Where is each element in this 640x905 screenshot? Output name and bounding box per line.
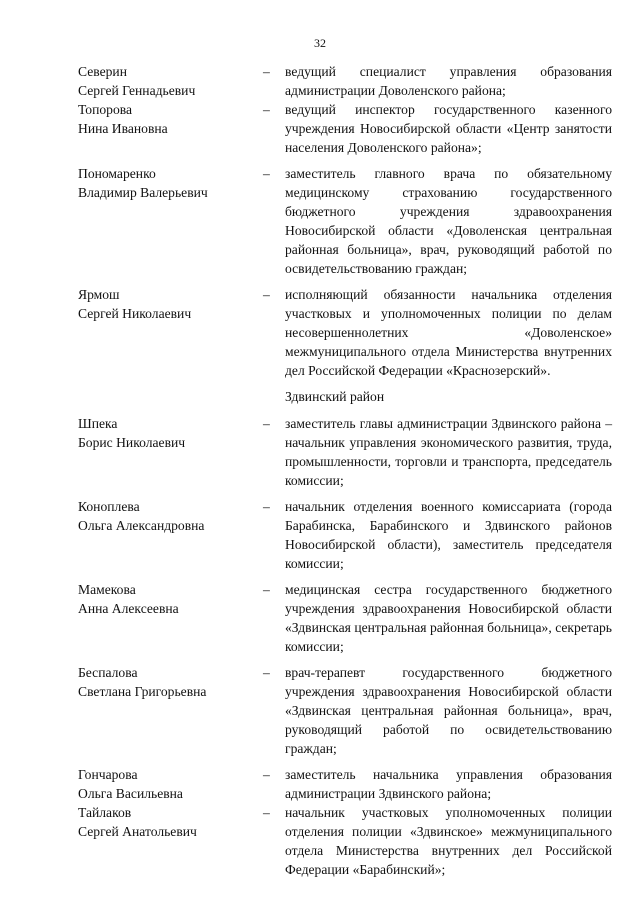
- member-entry: [78, 803, 612, 879]
- member-name: [78, 803, 263, 879]
- member-entry: [78, 164, 612, 278]
- dash-separator: –: [263, 767, 270, 782]
- section-heading: Здвинский район: [285, 389, 385, 404]
- member-name: [78, 580, 263, 656]
- member-name: [78, 663, 263, 758]
- member-position: начальник отделения военного комиссариата (города Барабинска, Барабинского и Здвинского районов Новосибирской области), заместитель председателя комиссии;: [285, 499, 612, 571]
- member-position: врач-терапевт государственного бюджетного учреждения здравоохранения Новосибирской области «Здвинская центральная районная больница», врач, руководящий работой по освидетельствованию граждан;: [285, 665, 612, 756]
- member-name: [78, 765, 263, 803]
- member-position: заместитель главного врача по обязательному медицинскому страхованию государственного бюджетного учреждения здравоохранения Новосибирской области «Доволенская центральная районная больница», врач, руководящий работой по освидетельствованию граждан;: [285, 166, 612, 276]
- member-surname: Мамекова: [78, 582, 136, 597]
- member-entry: [78, 663, 612, 758]
- member-surname: Северин: [78, 64, 127, 79]
- commission-member-list: [78, 62, 612, 886]
- member-name: [78, 100, 263, 157]
- member-name: [78, 62, 263, 100]
- member-position: исполняющий обязанности начальника отделения участковых и уполномоченных полиции по делам несовершеннолетних «Доволенское» межмуниципального отдела Министерства внутренних дел Российской Федерации «Краснозерский».: [285, 287, 612, 378]
- member-entry: [78, 580, 612, 656]
- member-given-names: Ольга Александровна: [78, 518, 205, 533]
- member-given-names: Нина Ивановна: [78, 121, 168, 136]
- member-name: [78, 414, 263, 490]
- member-given-names: Борис Николаевич: [78, 435, 186, 450]
- member-position: начальник участковых уполномоченных полиции отделения полиции «Здвинское» межмуниципального отдела Министерства внутренних дел Российской Федерации «Барабинский»;: [285, 805, 612, 877]
- member-surname: Коноплева: [78, 499, 140, 514]
- member-name: [78, 285, 263, 380]
- member-entry: [78, 414, 612, 490]
- dash-separator: –: [263, 64, 270, 79]
- dash-separator: –: [263, 499, 270, 514]
- page-number: 32: [314, 36, 326, 50]
- member-surname: Беспалова: [78, 665, 138, 680]
- member-entry: [78, 285, 612, 380]
- member-position: медицинская сестра государственного бюджетного учреждения здравоохранения Новосибирской области «Здвинская центральная районная больница», секретарь комиссии;: [285, 582, 612, 654]
- dash-separator: –: [263, 665, 270, 680]
- member-surname: Ярмош: [78, 287, 120, 302]
- member-position: заместитель начальника управления образования администрации Здвинского района;: [285, 767, 612, 801]
- dash-separator: –: [263, 805, 270, 820]
- member-given-names: Сергей Геннадьевич: [78, 83, 196, 98]
- member-entry: [78, 62, 612, 100]
- dash-separator: –: [263, 102, 270, 117]
- member-surname: Пономаренко: [78, 166, 156, 181]
- member-given-names: Сергей Анатольевич: [78, 824, 197, 839]
- dash-separator: –: [263, 582, 270, 597]
- member-position: ведущий инспектор государственного казенного учреждения Новосибирской области «Центр занятости населения Доволенского района»;: [285, 102, 612, 155]
- member-given-names: Светлана Григорьевна: [78, 684, 207, 699]
- member-surname: Топорова: [78, 102, 133, 117]
- member-entry: [78, 497, 612, 573]
- member-given-names: Анна Алексеевна: [78, 601, 179, 616]
- member-position: заместитель главы администрации Здвинского района – начальник управления экономического развития, труда, промышленности, торговли и транспорта, председатель комиссии;: [285, 416, 612, 488]
- member-entry: [78, 765, 612, 803]
- dash-separator: –: [263, 416, 270, 431]
- dash-separator: –: [263, 287, 270, 302]
- member-name: [78, 164, 263, 278]
- member-given-names: Владимир Валерьевич: [78, 185, 208, 200]
- member-surname: Шпека: [78, 416, 118, 431]
- member-surname: Тайлаков: [78, 805, 132, 820]
- member-name: [78, 497, 263, 573]
- member-surname: Гончарова: [78, 767, 138, 782]
- dash-separator: –: [263, 166, 270, 181]
- member-given-names: Сергей Николаевич: [78, 306, 192, 321]
- member-given-names: Ольга Васильевна: [78, 786, 183, 801]
- member-entry: [78, 100, 612, 157]
- member-position: ведущий специалист управления образования администрации Доволенского района;: [285, 64, 612, 98]
